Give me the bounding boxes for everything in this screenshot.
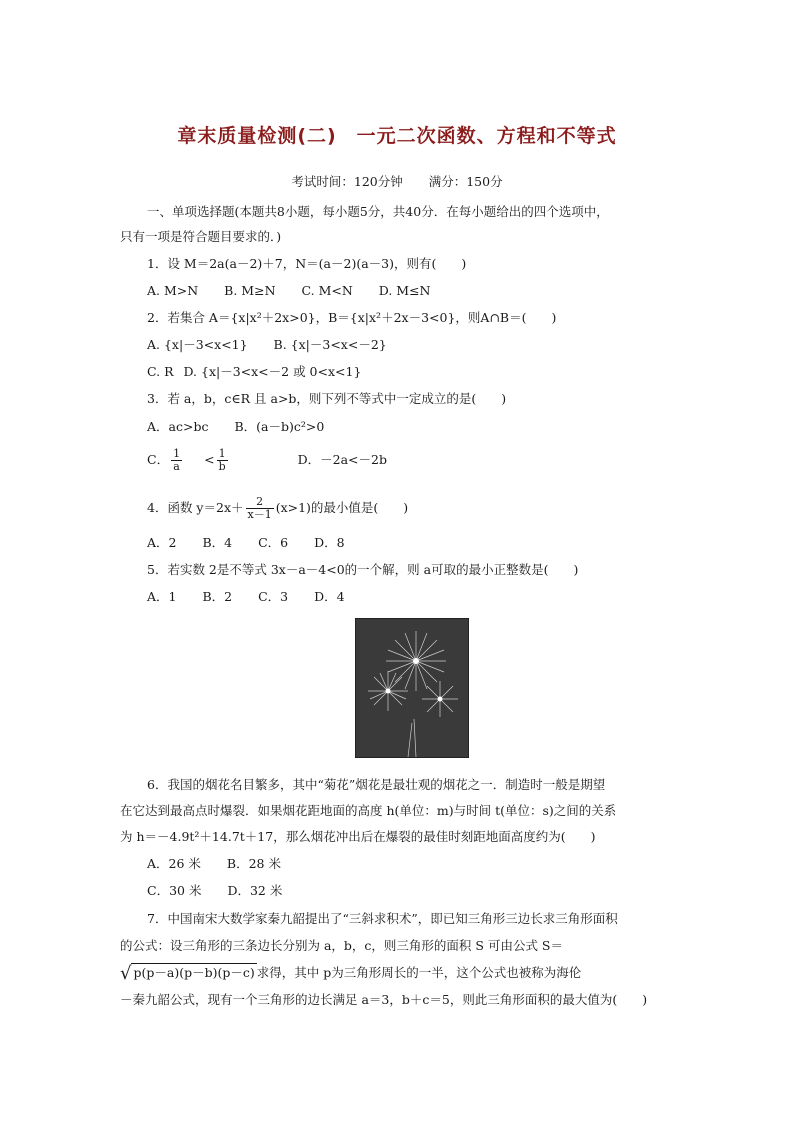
q1-option-b: B. M≥N [224, 283, 276, 298]
q3-option-c: C． $\frac{1}{a}$ < $\frac{1}{b}$ [147, 452, 276, 467]
square-root-icon: √ [120, 963, 132, 984]
q6-option-c: C．30 米 [147, 883, 202, 898]
section-intro-line1: 一、单项选择题(本题共8小题，每小题5分，共40分．在每小题给出的四个选项中， [147, 204, 609, 219]
q7-line2: 的公式：设三角形的三条边长分别为 a，b，c，则三角形的面积 S 可由公式 S＝ [120, 938, 563, 953]
q4-frac-num: 2 [246, 496, 274, 509]
q1-options [147, 282, 707, 300]
q5-option-c: C．3 [258, 589, 289, 604]
page-title: 章末质量检测(二) 一元二次函数、方程和不等式 [177, 125, 617, 147]
q6-option-b: B．28 米 [226, 856, 281, 871]
q7-line1: 7．中国南宋大数学家秦九韶提出了“三斜求积术”，即已知三角形三边长求三角形面积 [147, 911, 618, 926]
q2-option-b: B. {x|－3<x<－2} [273, 337, 387, 352]
q5-options [147, 588, 707, 606]
q4-option-c: C．6 [258, 535, 289, 550]
q6-options-ab [147, 855, 707, 873]
q6-options-cd [147, 882, 707, 900]
q4-stem-suffix: (x>1)的最小值是( ) [275, 500, 409, 515]
q4-stem-prefix: 4．函数 y＝2x＋ [147, 500, 244, 515]
q4-fraction [246, 496, 274, 521]
q4-frac-den: x－1 [247, 508, 272, 521]
q2-stem: 2．若集合 A＝{x|x²＋2x>0}，B＝{x|x²＋2x－3<0}，则A∩B＝( ) [147, 310, 557, 325]
q7-line3-suffix: 求得，其中 p为三角形周长的一半，这个公式也被称为海伦 [256, 965, 582, 980]
q6-option-a: A．26 米 [147, 856, 201, 871]
q4-option-d: D．8 [314, 535, 345, 550]
q7-line3 [120, 963, 680, 983]
q4-option-b: B．4 [202, 535, 233, 550]
q3-option-d: D．－2a<－2b [297, 452, 387, 467]
q5-stem: 5．若实数 2是不等式 3x－a－4<0的一个解，则 a可取的最小正整数是( ) [147, 562, 579, 577]
q2-option-c: C. R [147, 364, 174, 379]
q6-line3: 为 h＝－4.9t²＋14.7t＋17，那么烟花冲出后在爆裂的最佳时刻距地面高度约为( ) [120, 829, 596, 844]
q5-option-d: D．4 [314, 589, 345, 604]
exam-time: 考试时间：120分钟 [291, 174, 403, 189]
q3-stem: 3．若 a，b，c∈R 且 a>b，则下列不等式中一定成立的是( ) [147, 391, 507, 406]
q2-options-cd [147, 363, 707, 381]
q2-options-ab [147, 336, 707, 354]
q1-option-d: D. M≤N [378, 283, 431, 298]
q2-option-a: A. {x|－3<x<1} [147, 337, 248, 352]
q3-frac-1-over-b: $\frac{1}{b}$ [218, 447, 226, 473]
q3-options-ab [147, 418, 707, 436]
q3-option-b: B．(a－b)c²>0 [234, 419, 325, 434]
q4-stem [147, 496, 707, 521]
q5-option-b: B．2 [202, 589, 233, 604]
q3-option-c-label: C． [147, 452, 170, 467]
q7-line4: －秦九韶公式，现有一个三角形的边长满足 a＝3，b＋c＝5，则此三角形面积的最大值为( ) [120, 992, 648, 1007]
q1-option-a: A. M>N [147, 283, 199, 298]
exam-meta [0, 172, 794, 190]
q5-option-a: A．1 [147, 589, 177, 604]
q4-options [147, 534, 707, 552]
q3-frac-1-over-a: $\frac{1}{a}$ [173, 447, 181, 473]
exam-score: 满分：150分 [428, 174, 503, 189]
section-intro-line2: 只有一项是符合题目要求的．) [120, 229, 282, 244]
q7-radicand: p(p－a)(p－b)(p－c) [133, 965, 255, 980]
q6-line1: 6．我国的烟花名目繁多，其中“菊花”烟花是最壮观的烟花之一．制造时一般是期望 [147, 777, 606, 792]
q1-option-c: C. M<N [301, 283, 353, 298]
q3-options-cd [147, 448, 707, 473]
q3-option-a: A．ac>bc [147, 419, 209, 434]
fireworks-image [355, 618, 469, 758]
q4-option-a: A．2 [147, 535, 177, 550]
fireworks-illustration [356, 619, 468, 757]
q1-stem: 1．设 M＝2a(a－2)＋7，N＝(a－2)(a－3)，则有( ) [147, 256, 467, 271]
q6-line2: 在它达到最高点时爆裂．如果烟花距地面的高度 h(单位：m)与时间 t(单位：s)之间的关系 [120, 803, 617, 818]
q2-option-d: D. {x|－3<x<－2 或 0<x<1} [183, 364, 362, 379]
q6-option-d: D．32 米 [227, 883, 283, 898]
